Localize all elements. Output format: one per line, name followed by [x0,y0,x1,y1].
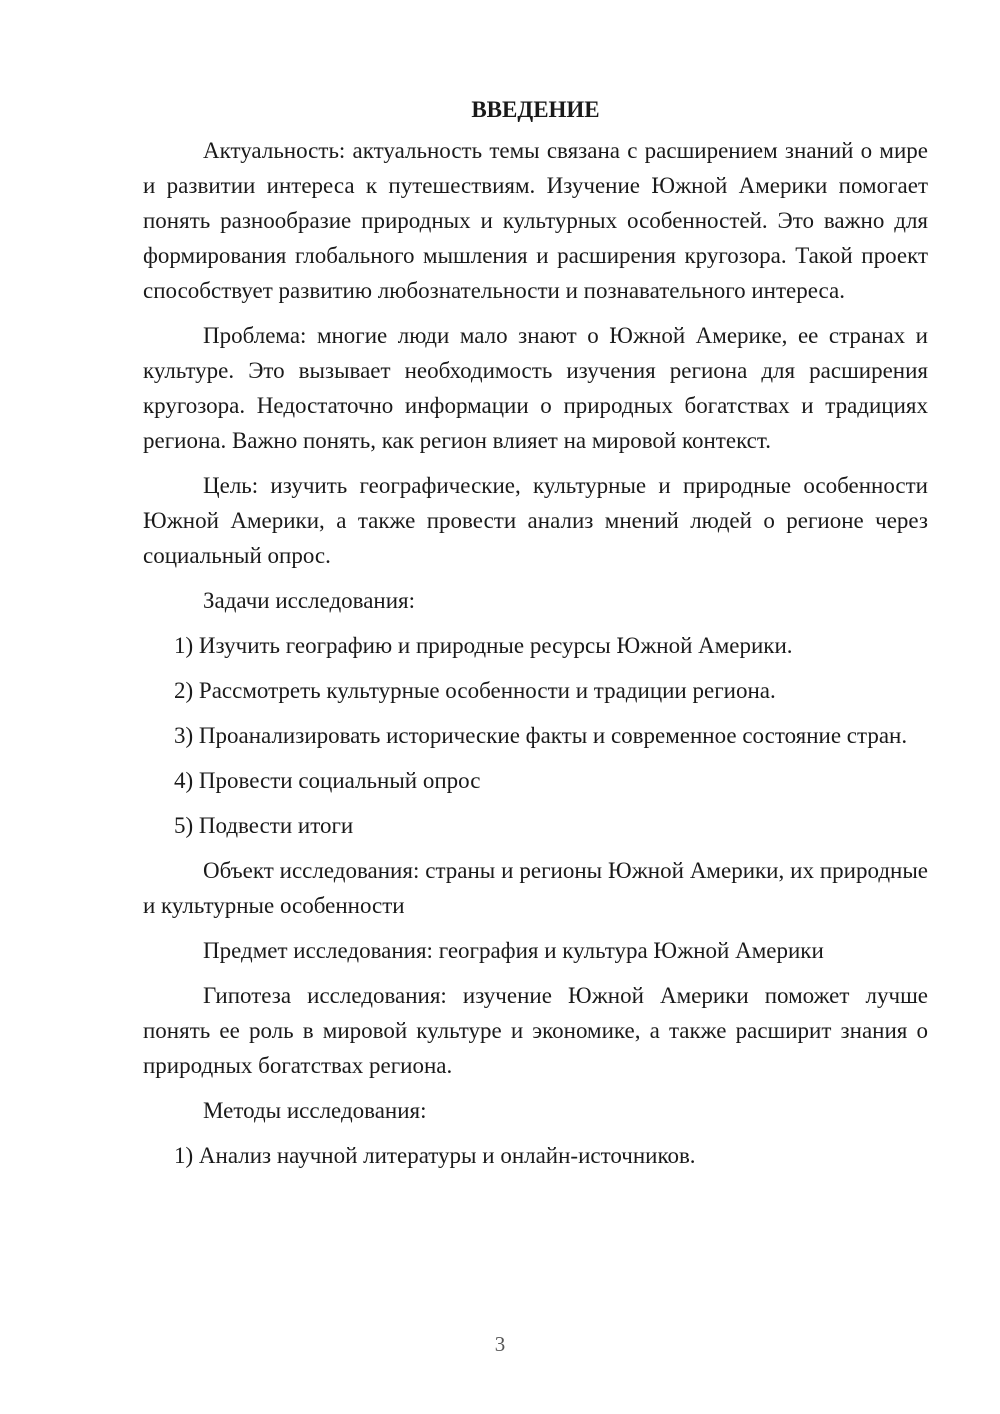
document-page [143,95,928,1183]
problem-paragraph: Проблема: многие люди мало знают о Южной Америке, ее странах и культуре. Это вызывает необходимость изучения региона для расширения кругозора. Недостаточно информации о природных богатствах и традициях региона. Важно понять, как регион влияет на мировой контекст. [143,323,928,453]
methods-heading: Методы исследования: [203,1098,427,1123]
task-item: 5) Подвести итоги [174,813,354,838]
tasks-heading: Задачи исследования: [203,588,416,613]
hypothesis-paragraph: Гипотеза исследования: изучение Южной Америки поможет лучше понять ее роль в мировой культуре и экономике, а также расширит знания о природных богатствах региона. [143,983,928,1078]
relevance-paragraph: Актуальность: актуальность темы связана с расширением знаний о мире и развитии интереса к путешествиям. Изучение Южной Америки помогает понять разнообразие природных и культурных особенностей. Это важно для формирования глобального мышления и расширения кругозора. Такой проект способствует развитию любознательности и познавательного интереса. [143,138,928,303]
task-item: 3) Проанализировать исторические факты и современное состояние стран. [174,723,908,748]
task-item: 4) Провести социальный опрос [174,768,481,793]
subject-paragraph: Предмет исследования: география и культура Южной Америки [203,938,824,963]
page-number: 3 [494,1332,506,1356]
goal-paragraph: Цель: изучить географические, культурные и природные особенности Южной Америки, а также провести анализ мнений людей о регионе через социальный опрос. [143,473,928,568]
object-paragraph: Объект исследования: страны и регионы Южной Америки, их природные и культурные особенности [143,858,928,918]
section-title: ВВЕДЕНИЕ [471,97,600,122]
task-item: 2) Рассмотреть культурные особенности и традиции региона. [174,678,776,703]
method-item: 1) Анализ научной литературы и онлайн-источников. [174,1143,696,1168]
task-item: 1) Изучить географию и природные ресурсы Южной Америки. [174,633,793,658]
